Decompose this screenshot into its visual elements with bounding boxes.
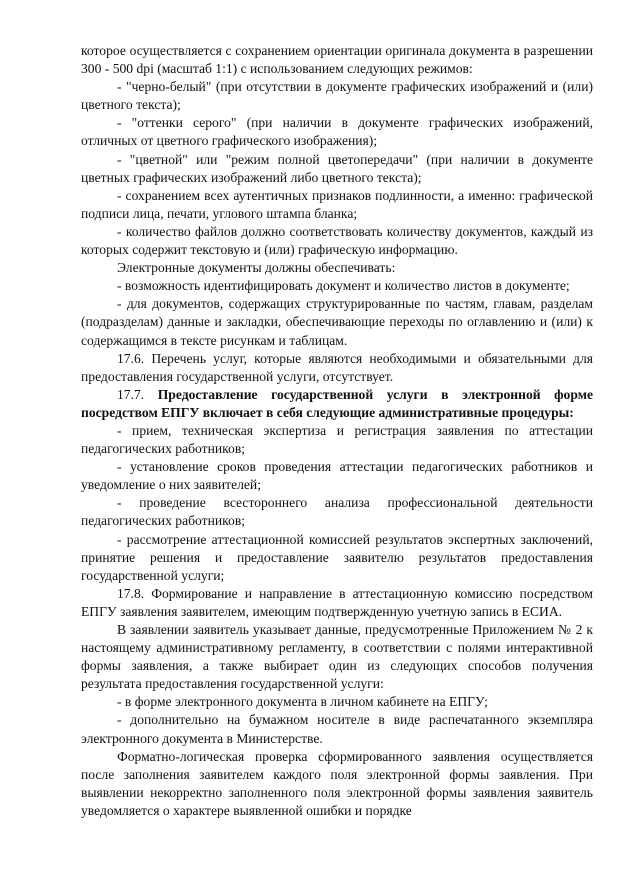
paragraph-application: В заявлении заявитель указывает данные, предусмотренные Приложением № 2 к настоящему административному регламенту, в соответствии с полями интерактивной формы заявления, а также выбирает один из следующих способов получения результата предоставления государственной услуги: bbox=[81, 622, 593, 692]
paragraph-17-6: 17.6. Перечень услуг, которые являются необходимыми и обязательными для предоставления государственной услуги, отсутствует. bbox=[81, 350, 593, 384]
list-item-structured: - для документов, содержащих структурированные по частям, главам, разделам (подразделам) данные и закладки, обеспечивающие переходы по оглавлению и (или) к содержащимся в тексте рисункам и таблицам. bbox=[81, 296, 593, 348]
paragraph-17-7 bbox=[81, 386, 593, 422]
paragraph-format-check: Форматно-логическая проверка сформированного заявления осуществляется после заполнения заявителем каждого поля электронной формы заявления. При выявлении некорректно заполненного поля электронной формы заявления заявитель уведомляется о характере выявленной ошибки и порядке bbox=[81, 748, 593, 818]
list-item-reception: - прием, техническая экспертиза и регистрация заявления по аттестации педагогических работников; bbox=[81, 422, 593, 457]
paragraph-17-7-number: 17.7. bbox=[117, 386, 158, 402]
document-page bbox=[81, 42, 593, 820]
list-item-bw-mode: - "черно-белый" (при отсутствии в документе графических изображений и (или) цветного текста); bbox=[81, 79, 593, 113]
paragraph-continuation: которое осуществляется с сохранением ориентации оригинала документа в разрешении 300 - 500 dpi (масштаб 1:1) с использованием следующих режимов: bbox=[81, 43, 593, 77]
list-item-paper: - дополнительно на бумажном носителе в виде распечатанного экземпляра электронного документа в Министерстве. bbox=[81, 712, 593, 746]
list-item-identify: - возможность идентифицировать документ и количество листов в документе; bbox=[117, 278, 570, 294]
paragraph-17-7-bold: Предоставление государственной услуги в электронной форме посредством ЕПГУ включает в себя следующие административные процедуры bbox=[81, 386, 593, 420]
list-item-color-mode: - "цветной" или "режим полной цветопередачи" (при наличии в документе цветных графических изображений либо цветного текста); bbox=[81, 151, 593, 185]
list-item-analysis: - проведение всестороннего анализа профессиональной деятельности педагогических работников; bbox=[81, 495, 593, 529]
paragraph-e-docs-heading: Электронные документы должны обеспечивать: bbox=[117, 260, 396, 276]
paragraph-17-8: 17.8. Формирование и направление в аттестационную комиссию посредством ЕПГУ заявления заявителем, имеющим подтвержденную учетную запись в ЕСИА. bbox=[81, 585, 593, 619]
paragraph-17-7-colon: : bbox=[569, 404, 574, 420]
list-item-electronic: - в форме электронного документа в личном кабинете на ЕПГУ; bbox=[117, 694, 488, 710]
list-item-grayscale-mode: - "оттенки серого" (при наличии в документе графических изображений, отличных от цветного графического изображения); bbox=[81, 115, 593, 149]
list-item-deadlines: - установление сроков проведения аттестации педагогических работников и уведомление о них заявителей; bbox=[81, 459, 593, 493]
list-item-file-count: - количество файлов должно соответствовать количеству документов, каждый из которых содержит текстовую и (или) графическую информацию. bbox=[81, 223, 593, 258]
list-item-authenticity: - сохранением всех аутентичных признаков подлинности, а именно: графической подписи лица, печати, углового штампа бланка; bbox=[81, 187, 593, 221]
list-item-review: - рассмотрение аттестационной комиссией результатов экспертных заключений, принятие решения и предоставление заявителю результатов предоставления государственной услуги; bbox=[81, 531, 593, 583]
